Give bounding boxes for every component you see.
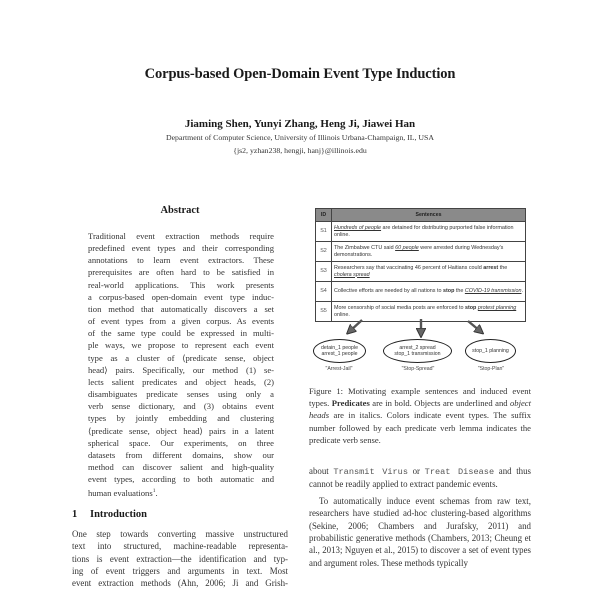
cluster-ellipse-stop-plan bbox=[465, 339, 516, 363]
intro-line: tions is event extraction—the identification and typ- bbox=[72, 553, 288, 564]
abstract-line: of the same type could be expressed in multi- bbox=[88, 328, 274, 339]
cluster-item: stop_1 planning bbox=[472, 347, 509, 354]
text-span: and thus cannot be readily applied to extract pandemic events. bbox=[309, 466, 532, 490]
paper-title: Corpus-based Open-Domain Event Type Induction bbox=[144, 66, 456, 82]
abstract-body bbox=[88, 230, 274, 499]
table-row bbox=[316, 262, 526, 282]
footnote-mark[interactable]: 1 bbox=[152, 488, 156, 495]
abstract-line: spherical space. Our experiments, on three bbox=[88, 437, 274, 448]
sentence-pre: Researchers say that vaccinating 46 percent of Haitians could bbox=[334, 265, 484, 271]
intro-line: ing of event triggers and arguments in text. Most bbox=[72, 565, 288, 576]
code-span: Transmit Virus bbox=[333, 467, 408, 477]
table-row bbox=[316, 242, 526, 262]
predicate-span: stop bbox=[464, 305, 477, 311]
paragraph: To automatically induce event schemas from raw text, researchers have studied ad-hoc clustering-based algorithms (Sekine, 2006; Chambers and Jurafsky, 2011) and probabilistic generative methods (Chambers, 2013; Cheung et al., 2013; Nguyen et al., 2015) to discover a set of event types and argument roles. These methods typically bbox=[309, 495, 531, 568]
abstract-end-punct: . bbox=[155, 488, 158, 499]
abstract-line: datasets from different domains, show our bbox=[88, 449, 274, 460]
sentence-mid: the bbox=[498, 265, 508, 271]
object-span: COVID-19 transmission bbox=[464, 288, 522, 295]
abstract-line: types by jointly embedding and clustering bbox=[88, 413, 274, 424]
cluster-ellipse-arrest-jail bbox=[313, 339, 366, 363]
intro-line: text into structured, machine-readable representa- bbox=[72, 541, 288, 552]
paper-affiliation: Department of Computer Science, University of Illinois Urbana-Champaign, IL, USA bbox=[165, 133, 435, 142]
object-span: protest planning bbox=[477, 305, 517, 311]
row-id: S1 bbox=[316, 222, 332, 242]
sentence-pre: The Zimbabwe CTU said bbox=[334, 245, 396, 251]
abstract-line: type as a cluster of ⟨predicate sense, object bbox=[88, 352, 274, 363]
section-number: 1 bbox=[72, 509, 78, 520]
row-id: S5 bbox=[316, 302, 332, 322]
figure1-caption bbox=[309, 385, 531, 446]
text-span: about bbox=[309, 466, 334, 476]
cluster-item: arrest_1 people bbox=[321, 351, 358, 357]
right-column-body bbox=[309, 465, 531, 569]
sentence-rest: online. bbox=[334, 311, 350, 318]
caption-mid2: are in italics. Colors indicate event types. The suffix number followed by each predicate verb lemma indicates the predicate verb sense. bbox=[309, 410, 531, 445]
table-header-row bbox=[316, 209, 526, 222]
sentence-rest: were arrested during Wednesday's demonstrations. bbox=[334, 245, 504, 258]
abstract-line: method can discover salient and high-quality bbox=[88, 461, 274, 472]
abstract-line: of event types from a given corpus. As events bbox=[88, 316, 274, 327]
cluster-label: "Arrest-Jail" bbox=[325, 366, 353, 372]
row-sentence bbox=[332, 242, 526, 262]
abstract-line: lects salient predicates and object heads, (2) bbox=[88, 376, 274, 387]
intro-line: event extraction methods (Ahn, 2006; Ji and Grish- bbox=[72, 578, 288, 589]
abstract-heading: Abstract bbox=[160, 205, 200, 216]
row-sentence bbox=[332, 222, 526, 242]
abstract-line: tion method that automatically discovers a set bbox=[88, 303, 274, 314]
cluster-item: arrest_2 spread bbox=[399, 344, 436, 351]
abstract-line: prerequisites are often hard to be satisfied in bbox=[88, 267, 274, 278]
column-header-id: ID bbox=[316, 209, 332, 222]
predicate-span: arrest bbox=[483, 265, 499, 271]
intro-line: One step towards converting massive unstructured bbox=[72, 529, 288, 539]
table-row bbox=[316, 282, 526, 302]
abstract-last-text: human evaluations bbox=[88, 488, 153, 499]
paragraph bbox=[309, 465, 531, 491]
sentence-rest: . bbox=[521, 288, 523, 295]
abstract-line: predefined event types and their corresponding bbox=[88, 243, 274, 254]
section-title: Introduction bbox=[90, 509, 147, 520]
abstract-line: Traditional event extraction methods require bbox=[88, 231, 274, 241]
paper-authors: Jiaming Shen, Yunyi Zhang, Heng Ji, Jiawei Han bbox=[184, 118, 416, 130]
code-span: Treat Disease bbox=[424, 467, 495, 477]
abstract-line: annotations to learn event extractors. These bbox=[88, 255, 274, 266]
figure1-table bbox=[315, 208, 526, 322]
abstract-line: a corpus-based open-domain event type induc- bbox=[88, 291, 274, 302]
abstract-line: disambiguates predicate senses using only a bbox=[88, 389, 274, 400]
section-heading-introduction bbox=[72, 509, 147, 520]
paper-email: {js2, yzhan238, hengji, hanj}@illinois.edu bbox=[233, 146, 367, 155]
column-header-sentences: Sentences bbox=[332, 209, 526, 222]
event-type-clusters bbox=[310, 318, 540, 380]
sentence-pre: More censorship of social media posts are enforced to bbox=[334, 305, 465, 311]
caption-italic: object heads bbox=[309, 398, 531, 421]
abstract-line: head⟩ pairs. Specifically, our method (1) se- bbox=[88, 364, 274, 375]
abstract-line: ⟨predicate sense, object head⟩ pairs in a latent bbox=[88, 425, 274, 436]
row-id: S2 bbox=[316, 242, 332, 262]
sentence-pre: Collective efforts are needed by all nations to bbox=[334, 288, 443, 295]
sentence-mid: the bbox=[454, 288, 465, 295]
abstract-line: ple ways, we propose to represent each event bbox=[88, 340, 274, 351]
cluster-item: detain_1 people bbox=[321, 344, 358, 351]
row-sentence bbox=[332, 282, 526, 302]
abstract-line: real-world applications. This work presents bbox=[88, 279, 274, 290]
predicate-span: stop bbox=[442, 288, 455, 295]
object-span: Hundreds of people bbox=[334, 225, 382, 231]
abstract-line: event types, according to both automatic and bbox=[88, 474, 274, 485]
cluster-label: "Stop-Plan" bbox=[477, 366, 505, 372]
caption-mid1: are in bold. Objects are underlined and bbox=[369, 398, 510, 409]
introduction-body bbox=[72, 528, 288, 589]
abstract-line: verb sense dictionary, and (3) obtains event bbox=[88, 401, 274, 412]
caption-prefix: Figure 1: Motivating example sentences and induced event types. bbox=[309, 386, 531, 409]
object-span: cholera spread bbox=[334, 271, 370, 278]
table-row bbox=[316, 222, 526, 242]
cluster-ellipse-stop-spread bbox=[383, 339, 452, 363]
object-span: 60 people bbox=[395, 245, 419, 251]
row-id: S3 bbox=[316, 262, 332, 282]
row-id: S4 bbox=[316, 282, 332, 302]
row-sentence bbox=[332, 262, 526, 282]
sentence-rest: are detained for distributing purported false information online. bbox=[334, 225, 514, 238]
abstract-last-line bbox=[88, 485, 274, 499]
caption-bold: Predicates bbox=[331, 398, 370, 409]
text-span: or bbox=[407, 466, 425, 476]
cluster-label: "Stop-Spread" bbox=[401, 366, 435, 372]
cluster-item: stop_1 transmission bbox=[394, 351, 441, 357]
